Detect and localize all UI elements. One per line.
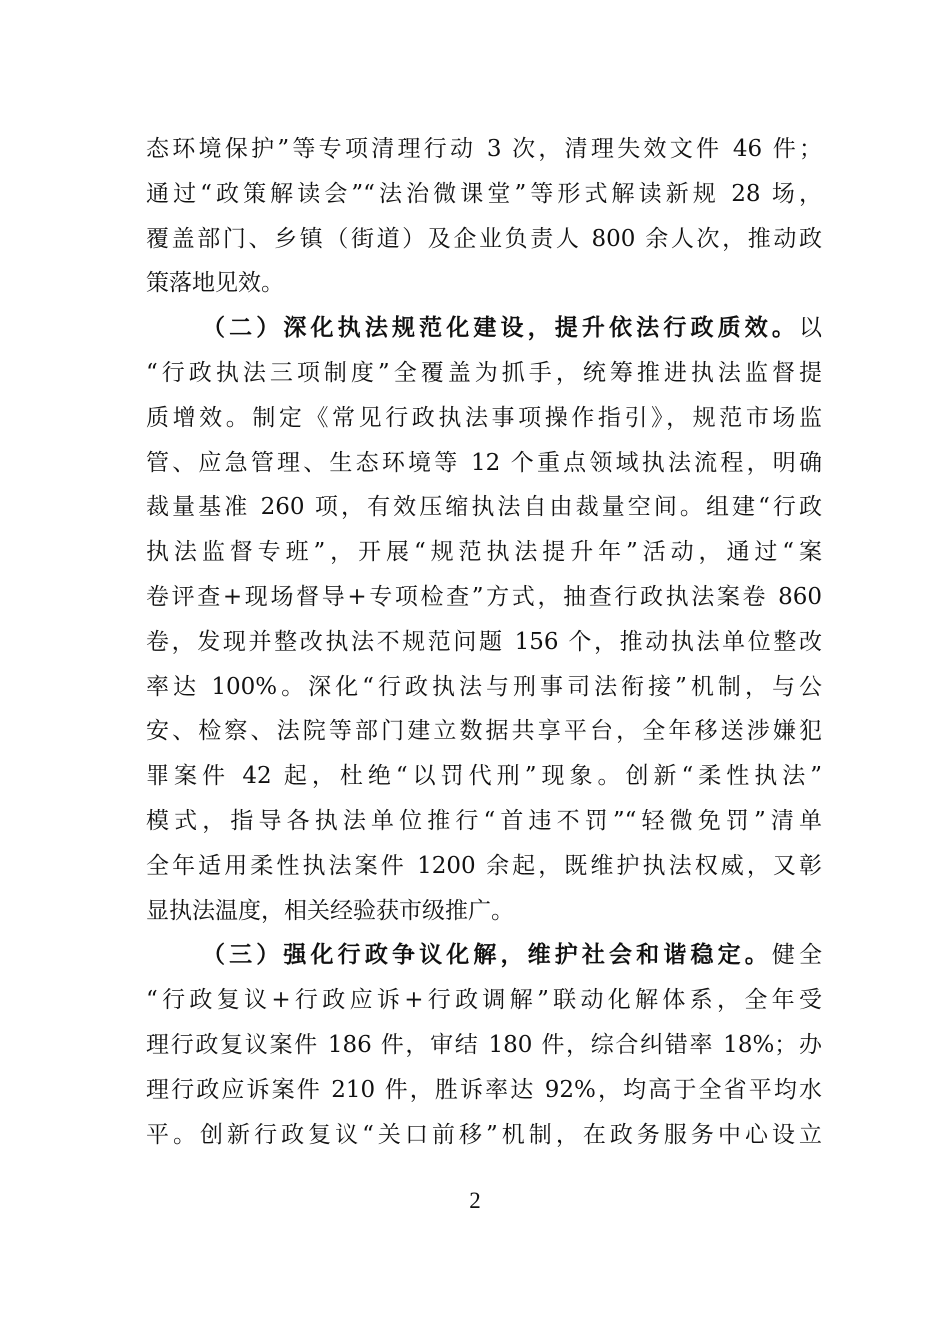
text-line: 理行政应诉案件 210 件，胜诉率达 92%，均高于全省平均水 [146, 1076, 822, 1103]
text-line: 模式，指导各执法单位推行“首违不罚”“轻微免罚”清单 [146, 807, 822, 834]
text-line: 态环境保护”等专项清理行动 3 次，清理失效文件 46 件； [146, 136, 822, 162]
paragraph-3-first-line [146, 933, 822, 978]
text-line: 率达 100%。深化“行政执法与刑事司法衔接”机制，与公 [146, 673, 822, 700]
text-line: “行政执法三项制度”全覆盖为抓手，统筹推进执法监督提 [146, 359, 822, 386]
text-line: 管、应急管理、生态环境等 12 个重点领域执法流程，明确 [146, 449, 822, 476]
text-line: 平。创新行政复议“关口前移”机制，在政务服务中心设立 [146, 1121, 822, 1148]
section-heading-2: （二）深化执法规范化建设，提升依法行政质效。 [202, 314, 799, 342]
page-number: 2 [469, 1188, 481, 1213]
text-line: 显执法温度，相关经验获市级推广。 [146, 897, 514, 924]
text-line: 裁量基准 260 项，有效压缩执法自由裁量空间。组建“行政 [146, 494, 822, 521]
text-line: “行政复议+行政应诉+行政调解”联动化解体系，全年受 [146, 987, 822, 1014]
paragraph-2-first-line [146, 306, 822, 351]
text-line: 卷，发现并整改执法不规范问题 156 个，推动执法单位整改 [146, 628, 822, 655]
text-line: 全年适用柔性执法案件 1200 余起，既维护执法权威，又彰 [146, 852, 822, 879]
section-heading-3: （三）强化行政争议化解，维护社会和谐稳定。 [202, 941, 772, 969]
text-span: 以 [799, 315, 822, 342]
paragraph-1 [146, 127, 822, 306]
text-line: 罪案件 42 起，杜绝“以罚代刑”现象。创新“柔性执法” [146, 763, 822, 790]
paragraph-2 [146, 306, 822, 933]
text-line: 策落地见效。 [146, 270, 284, 297]
text-line: 安、检察、法院等部门建立数据共享平台，全年移送涉嫌犯 [146, 718, 822, 745]
text-line: 执法监督专班”，开展“规范执法提升年”活动，通过“案 [146, 539, 822, 566]
text-line: 覆盖部门、乡镇（街道）及企业负责人 800 余人次，推动政 [146, 225, 822, 252]
text-span: 健全 [771, 942, 823, 969]
text-line: 质增效。制定《常见行政执法事项操作指引》，规范市场监 [146, 404, 822, 431]
text-line: 卷评查+现场督导+专项检查”方式，抽查行政执法案卷 860 [146, 583, 822, 610]
document-body [146, 127, 822, 1157]
text-line: 理行政复议案件 186 件，审结 180 件，综合纠错率 18%；办 [146, 1031, 822, 1058]
paragraph-3 [146, 933, 822, 1157]
text-line: 通过“政策解读会”“法治微课堂”等形式解读新规 28 场， [146, 180, 822, 207]
